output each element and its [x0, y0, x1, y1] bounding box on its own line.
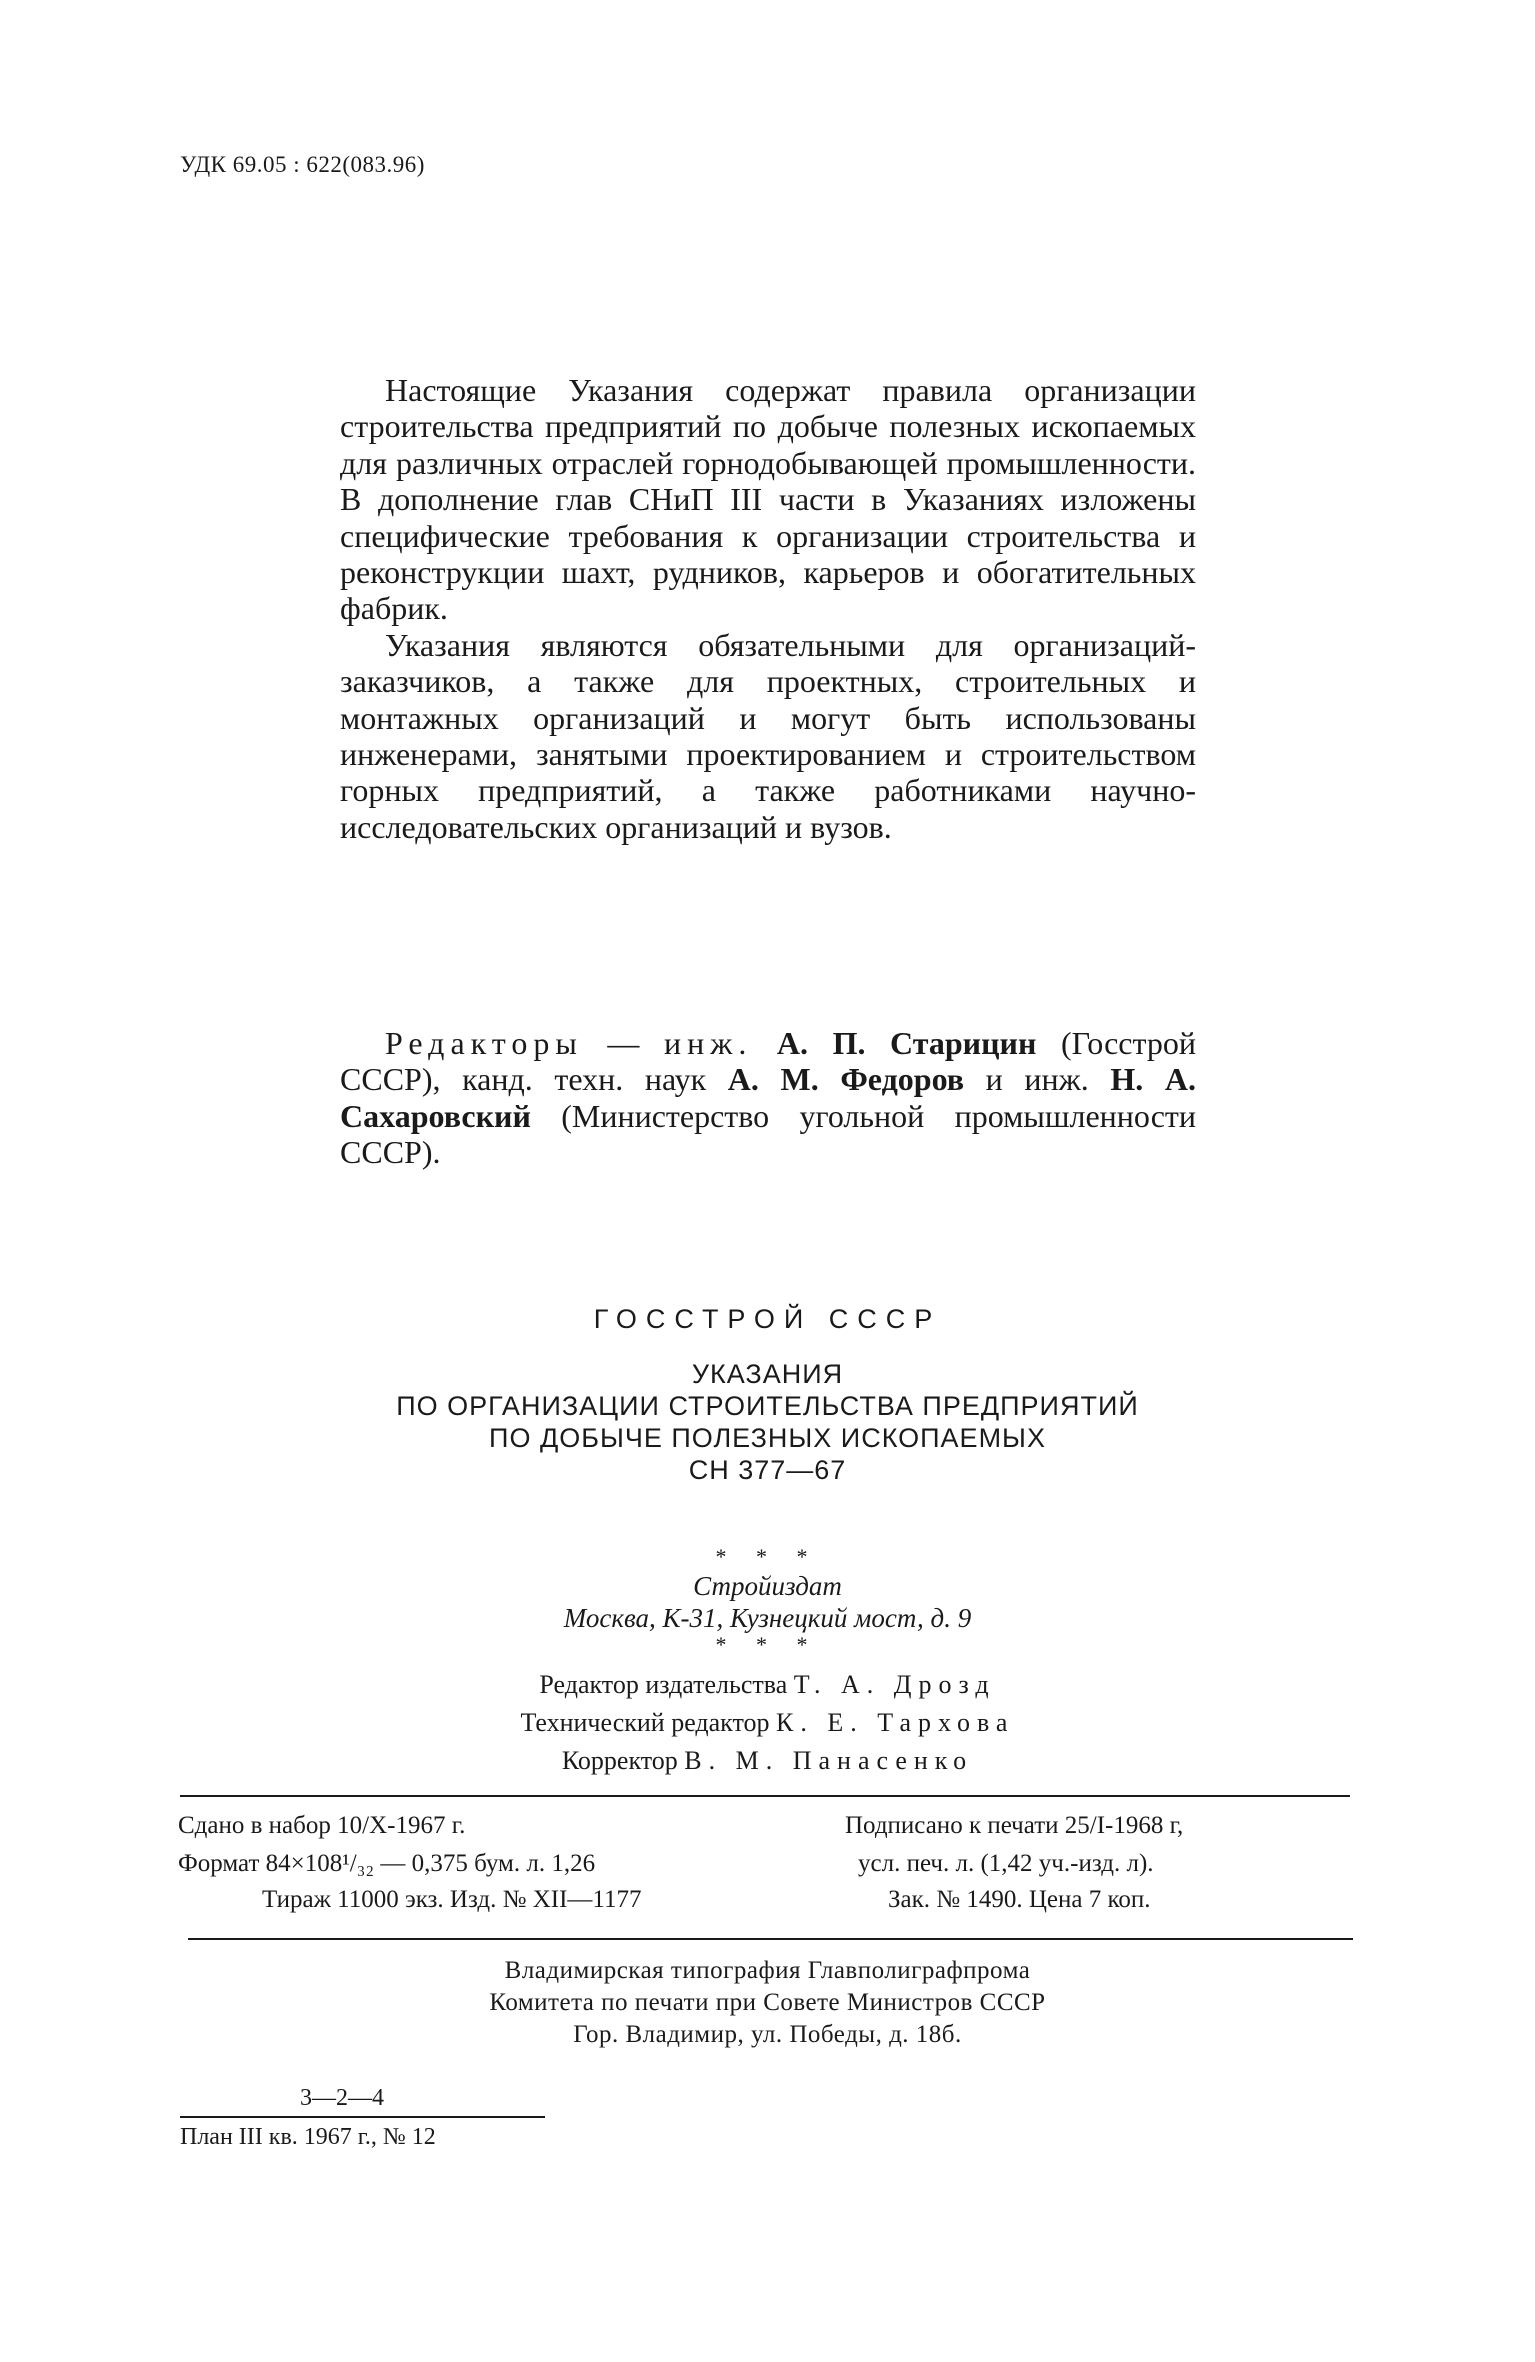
plan-rule — [180, 2116, 545, 2118]
editor-name-1: А. П. Старицин — [776, 1025, 1037, 1061]
staff-name: Т. А. Дрозд — [793, 1670, 996, 1699]
separator-top: * * * — [715, 1544, 820, 1569]
editors-credit — [340, 1025, 1196, 1171]
annotation-paragraph-2: Указания являются обязательными для организаций-заказчиков, а также для проектных, строительных и монтажных организаций и могут быть использованы инженерами, занятыми проектированием и строительством горных предприятий, а также работниками научно-исследовательских организаций и вузов. — [340, 626, 1196, 845]
printer-line-1: Владимирская типография Главполиграфпрома — [504, 1957, 1031, 1984]
editor-name-3: Н. А. Сахаровский — [340, 1061, 1197, 1134]
staff-name: К. Е. Тархова — [775, 1708, 1015, 1737]
title-line-3: ПО ДОБЫЧЕ ПОЛЕЗНЫХ ИСКОПАЕМЫХ — [489, 1423, 1046, 1453]
publisher-address: Москва, К-31, Кузнецкий мост, д. 9 — [563, 1603, 972, 1633]
imprint-rule-bottom — [188, 1938, 1353, 1940]
agency-name: ГОССТРОЙ СССР — [593, 1304, 942, 1334]
udk-code: УДК 69.05 : 622(083.96) — [180, 152, 425, 177]
annotation-paragraph-1: Настоящие Указания содержат правила организации строительства предприятий по добыче полезных ископаемых для различных отраслей горнодобывающей промышленности. В дополнение глав СНиП III части в Указаниях изложены специфические требования к организации строительства и реконструкции шахт, рудников, карьеров и обогатительных фабрик. — [340, 372, 1196, 627]
imprint-row-2-left: Формат 84×108¹/₃₂ — 0,375 бум. л. 1,26 — [178, 1850, 596, 1877]
imprint-row-1-right: Подписано к печати 25/I-1968 г, — [845, 1812, 1184, 1839]
staff-role: Корректор — [561, 1746, 678, 1775]
staff-name: В. М. Панасенко — [684, 1746, 974, 1775]
publisher — [0, 1570, 1535, 1634]
document-code: СН 377—67 — [688, 1455, 847, 1485]
editor-org-1: (Госстрой СССР), канд. техн. наук — [340, 1025, 1197, 1098]
editor-join: и инж. — [964, 1061, 1111, 1098]
imprint-rule-top — [180, 1795, 1350, 1797]
staff-row — [0, 1704, 1535, 1742]
publisher-name: Стройиздат — [693, 1571, 842, 1601]
document-title — [0, 1358, 1535, 1486]
printer-line-2: Комитета по печати при Совете Министров СССР — [489, 1989, 1046, 2016]
separator-bottom: * * * — [715, 1632, 820, 1657]
editor-org-3: (Министерство угольной промышленности СССР). — [340, 1097, 1196, 1171]
imprint-row-2-right: усл. печ. л. (1,42 уч.-изд. л). — [858, 1850, 1154, 1877]
printer-line-3: Гор. Владимир, ул. Победы, д. 18б. — [573, 2021, 962, 2048]
plan-text: План III кв. 1967 г., № 12 — [180, 2124, 436, 2150]
editor-title: инж. — [663, 1025, 753, 1061]
title-line-1: УКАЗАНИЯ — [691, 1359, 844, 1389]
editor-name-2: А. М. Федоров — [727, 1061, 965, 1098]
imprint-row-3-right: Зак. № 1490. Цена 7 коп. — [888, 1886, 1151, 1913]
plan-code: 3—2—4 — [300, 2085, 384, 2111]
editors-label: Редакторы — [385, 1025, 583, 1061]
imprint-row-1-left: Сдано в набор 10/X-1967 г. — [178, 1812, 466, 1839]
staff-list — [0, 1666, 1535, 1780]
editors-dash: — — [582, 1025, 664, 1061]
staff-role: Редактор издательства — [539, 1670, 788, 1699]
imprint-row-3-left: Тираж 11000 экз. Изд. № XII—1177 — [262, 1886, 642, 1913]
staff-row — [0, 1742, 1535, 1780]
staff-role: Технический редактор — [520, 1708, 770, 1737]
title-line-2: ПО ОРГАНИЗАЦИИ СТРОИТЕЛЬСТВА ПРЕДПРИЯТИЙ — [396, 1391, 1139, 1421]
printer-info — [0, 1955, 1535, 2051]
annotation — [340, 372, 1196, 845]
staff-row — [0, 1666, 1535, 1704]
